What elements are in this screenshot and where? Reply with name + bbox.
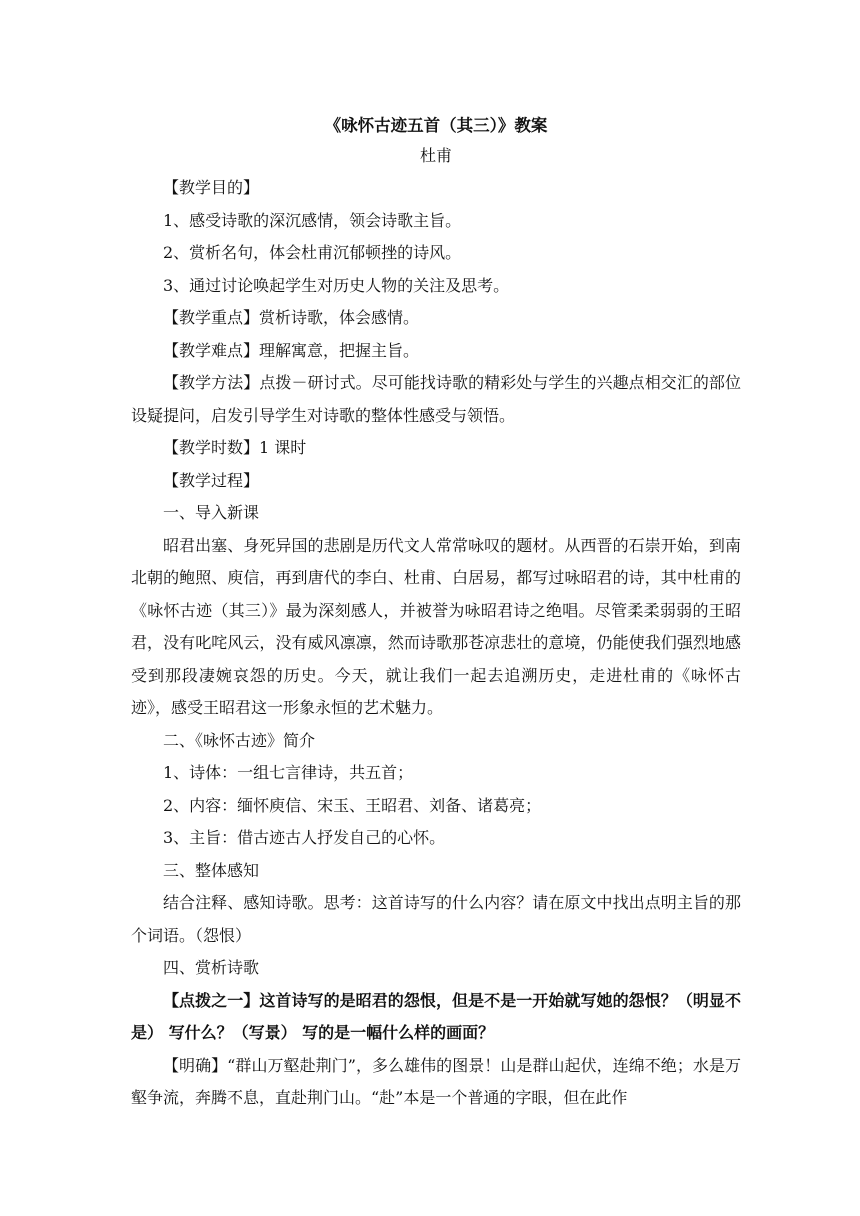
hint-paragraph: 【点拨之一】这首诗写的是昭君的怨恨，但是不是一开始就写她的怨恨？（明显不是） 写什么？（写景） 写的是一幅什么样的画面？ [131,990,741,1042]
document-content [131,112,741,1115]
clarify-paragraph: 【明确】“群山万壑赴荆门”，多么雄伟的图景！山是群山起伏，连绵不绝；水是万壑争流，奔腾不息，直赴荆门山。“赴”本是一个普通的字眼，但在此作 [131,1055,741,1107]
teaching-method: 【教学方法】点拨－研讨式。尽可能找诗歌的精彩处与学生的兴趣点相交汇的部位设疑提问，启发引导学生对诗歌的整体性感受与领悟。 [131,373,741,425]
objective-item: 2、赏析名句，体会杜甫沉郁顿挫的诗风。 [163,243,462,262]
list-item: 3、主旨：借古迹古人抒发自己的心怀。 [163,828,446,847]
section-body: 昭君出塞、身死异国的悲剧是历代文人常常咏叹的题材。从西晋的石崇开始，到南北朝的鲍照、庾信，再到唐代的李白、杜甫、白居易，都写过咏昭君的诗，其中杜甫的《咏怀古迹（其三）》最为深刻感人，并被誉为咏昭君诗之绝唱。尽管柔柔弱弱的王昭君，没有叱咤风云，没有威风凛凛，然而诗歌那苍凉悲壮的意境，仍能使我们强烈地感受到那段凄婉哀怨的历史。今天，就让我们一起去追溯历史，走进杜甫的《咏怀古迹》，感受王昭君这一形象永恒的艺术魅力。 [131,535,741,717]
difficulty: 【教学难点】理解寓意，把握主旨。 [163,340,420,360]
objective-item: 3、通过讨论唤起学生对历史人物的关注及思考。 [163,275,510,295]
author: 杜甫 [419,146,452,165]
objectives-heading: 【教学目的】 [163,178,260,197]
document-title: 《咏怀古迹五首（其三）》教案 [324,116,548,135]
process-heading: 【教学过程】 [163,470,260,490]
list-item: 2、内容：缅怀庾信、宋玉、王昭君、刘备、诸葛亮； [163,795,542,815]
section-heading: 四、赏析诗歌 [163,958,260,977]
key-point: 【教学重点】赏析诗歌，体会感情。 [163,308,420,327]
section-heading: 一、导入新课 [163,503,260,522]
teaching-hours: 【教学时数】1 课时 [163,438,307,457]
section-heading: 三、整体感知 [163,860,260,880]
section-heading: 二、《咏怀古迹》简介 [163,730,316,750]
objective-item: 1、感受诗歌的深沉感情，领会诗歌主旨。 [163,210,462,230]
list-item: 1、诗体：一组七言律诗，共五首； [163,763,414,782]
section-body: 结合注释、感知诗歌。思考：这首诗写的什么内容？请在原文中找出点明主旨的那个词语。（怨恨） [131,893,741,945]
